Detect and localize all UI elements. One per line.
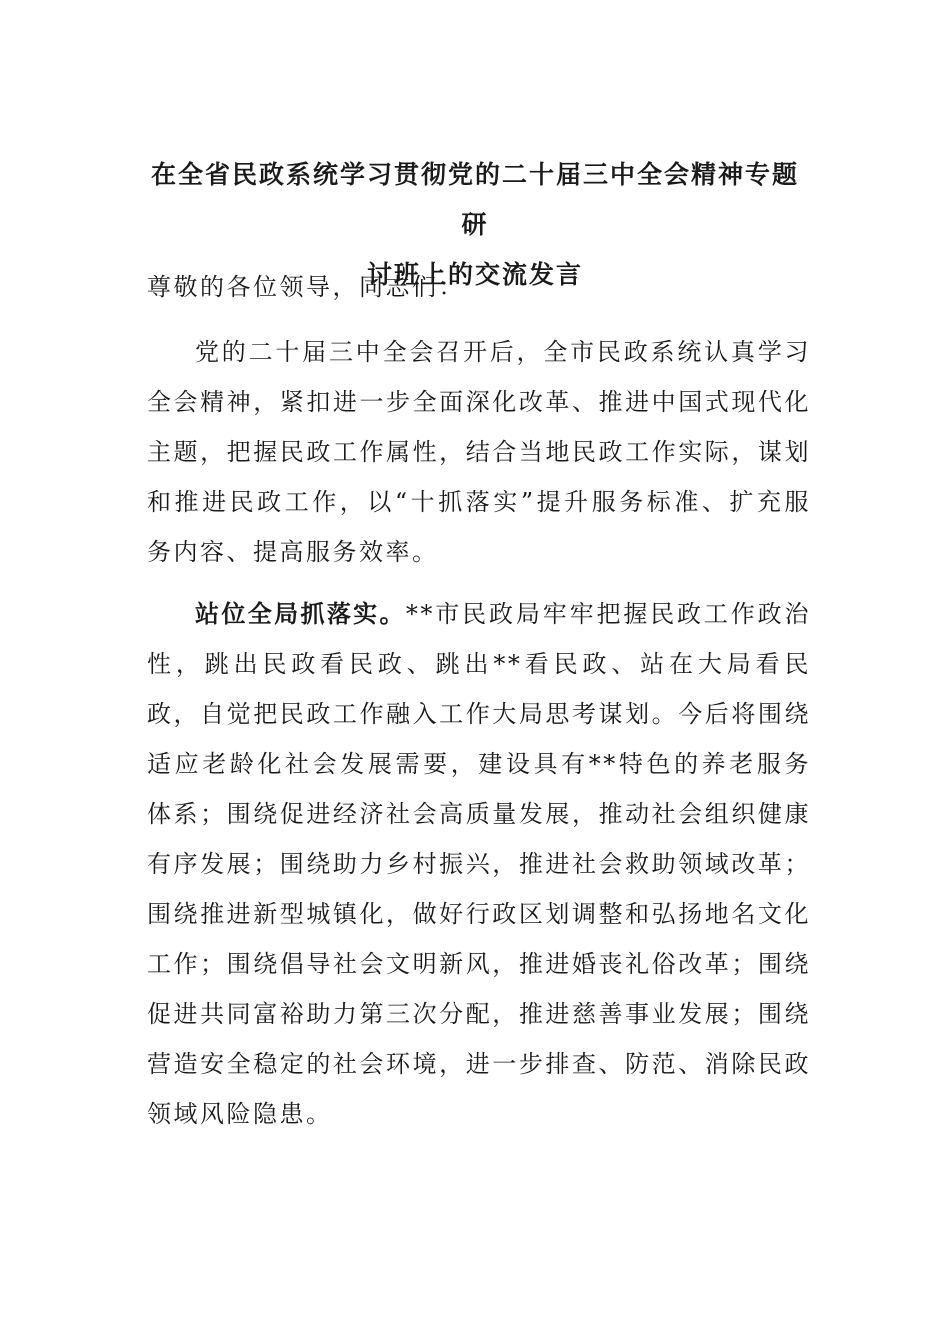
salutation: 尊敬的各位领导，同志们： [147, 273, 465, 301]
document-body [147, 262, 811, 1139]
paragraph-section-1 [147, 589, 811, 1139]
title-line-2: 讨班上的交流发言 [366, 260, 583, 289]
section-heading: 站位全局抓落实。 [195, 600, 406, 628]
title-line-1: 在全省民政系统学习贯彻党的二十届三中全会精神专题研 [150, 160, 799, 239]
paragraph-intro: 党的二十届三中全会召开后，全市民政系统认真学习全会精神，紧扣进一步全面深化改革、推进中国式现代化主题，把握民政工作属性，结合当地民政工作实际，谋划和推进民政工作，以“十抓落实”提升服务标准、扩充服务内容、提高服务效率。 [147, 338, 811, 566]
section-body: **市民政局牢牢把握民政工作政治性，跳出民政看民政、跳出**看民政、站在大局看民政，自觉把民政工作融入工作大局思考谋划。今后将围绕适应老龄化社会发展需要，建设具有**特色的养老服务体系；围绕促进经济社会高质量发展，推动社会组织健康有序发展；围绕助力乡村振兴，推进社会救助领域改革；围绕推进新型城镇化，做好行政区划调整和弘扬地名文化工作；围绕倡导社会文明新风，推进婚丧礼俗改革；围绕促进共同富裕助力第三次分配，推进慈善事业发展；围绕营造安全稳定的社会环境，进一步排查、防范、消除民政领域风险隐患。 [147, 600, 812, 1128]
